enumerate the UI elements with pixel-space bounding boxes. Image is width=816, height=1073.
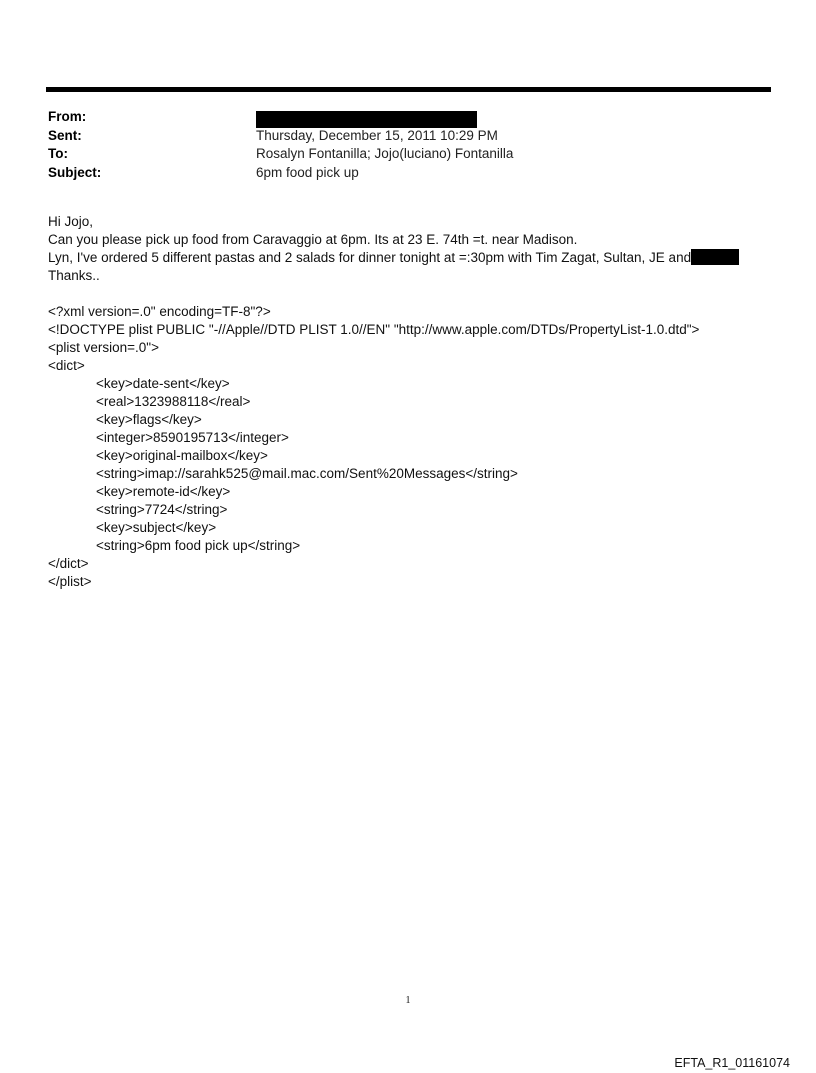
plist-entry: <key>subject</key> xyxy=(96,520,217,535)
header-divider xyxy=(46,87,771,92)
plist-entry: <key>flags</key> xyxy=(96,412,202,427)
plist-entry: <string>imap://sarahk525@mail.mac.com/Sent%20Messages</string> xyxy=(96,466,518,481)
plist-close-tag: </plist> xyxy=(48,574,92,589)
plist-entry: <string>7724</string> xyxy=(96,502,228,517)
document-id: EFTA_R1_01161074 xyxy=(674,1056,790,1070)
sent-value: Thursday, December 15, 2011 10:29 PM xyxy=(256,127,498,143)
to-label: To: xyxy=(48,146,68,161)
body-line-2 xyxy=(48,249,778,267)
page-number: 1 xyxy=(405,995,411,1006)
closing: Thanks.. xyxy=(48,268,100,283)
plist-entry: <key>original-mailbox</key> xyxy=(96,448,268,463)
plist-doctype: <!DOCTYPE plist PUBLIC "-//Apple//DTD PLIST 1.0//EN" "http://www.apple.com/DTDs/PropertyList-1.0.dtd"> xyxy=(48,322,700,337)
subject-label: Subject: xyxy=(48,164,102,180)
from-value-redacted xyxy=(256,108,477,127)
dict-close-tag: </dict> xyxy=(48,556,89,571)
redaction-block xyxy=(256,111,477,128)
body-line-2-text: Lyn, I've ordered 5 different pastas and 2 salads for dinner tonight at =:30pm with Tim Zagat, Sultan, JE and xyxy=(48,250,692,265)
subject-value: 6pm food pick up xyxy=(256,164,359,180)
email-body xyxy=(48,213,778,591)
plist-entry: <key>remote-id</key> xyxy=(96,484,231,499)
plist-entry: <string>6pm food pick up</string> xyxy=(96,538,301,553)
greeting: Hi Jojo, xyxy=(48,214,94,229)
body-line-1: Can you please pick up food from Caravaggio at 6pm. Its at 23 E. 74th =t. near Madison. xyxy=(48,232,578,247)
from-label: From: xyxy=(48,109,87,124)
spacer xyxy=(48,285,778,303)
plist-xml-declaration: <?xml version=.0" encoding=TF-8"?> xyxy=(48,304,271,319)
sent-label: Sent: xyxy=(48,127,82,143)
plist-open-tag: <plist version=.0"> xyxy=(48,340,159,355)
to-value: Rosalyn Fontanilla; Jojo(luciano) Fontanilla xyxy=(256,146,514,161)
subject-row xyxy=(48,164,768,183)
plist-entry: <integer>8590195713</integer> xyxy=(96,430,289,445)
dict-open-tag: <dict> xyxy=(48,358,85,373)
sent-row xyxy=(48,127,768,146)
plist-entry: <key>date-sent</key> xyxy=(96,376,230,391)
redaction-block xyxy=(691,249,739,265)
from-row xyxy=(48,108,768,127)
plist-entry: <real>1323988118</real> xyxy=(96,394,251,409)
to-row xyxy=(48,145,768,164)
email-header xyxy=(48,108,768,182)
